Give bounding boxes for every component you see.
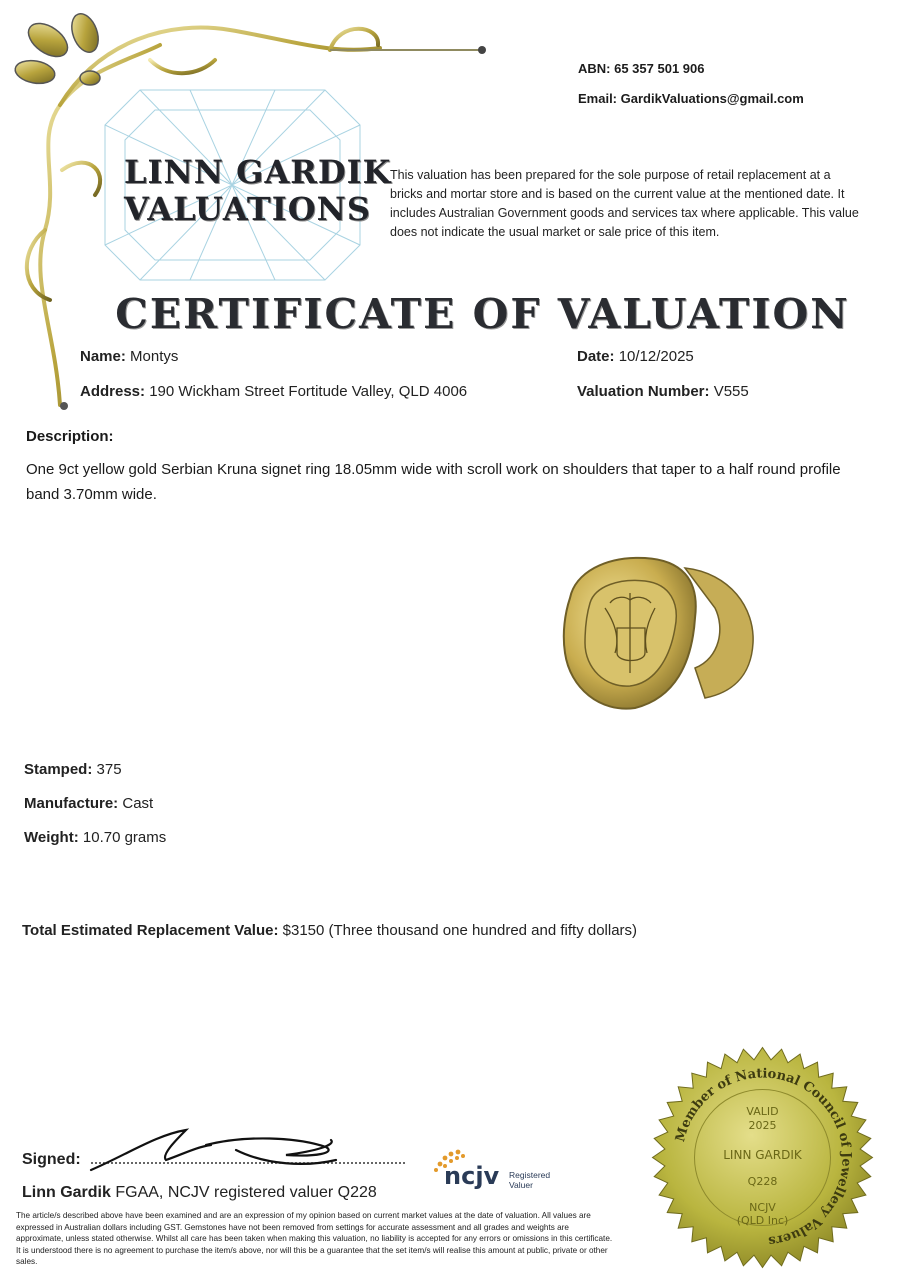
gem-leaf [13, 58, 56, 87]
gem-leaf [67, 10, 103, 56]
address-value: 190 Wickham Street Fortitude Valley, QLD 4006 [149, 383, 468, 400]
total-value-amount: $3150 (Three thousand one hundred and fifty dollars) [282, 922, 638, 939]
manufacture-field [24, 795, 153, 812]
gem-leaf [80, 71, 100, 85]
signed-label: Signed: [22, 1151, 81, 1168]
date-field [577, 348, 694, 365]
valuation-number-field [577, 383, 749, 400]
seal-line-5: NCJV [749, 1201, 776, 1214]
seal-line-1: VALID [746, 1105, 779, 1118]
signet-ring-photo [555, 548, 760, 718]
total-value-field [22, 922, 637, 939]
logo-line-1: LINN GARDIK [124, 153, 392, 191]
weight-value: 10.70 grams [82, 829, 167, 846]
seal-line-2: 2025 [748, 1119, 777, 1132]
signed-field [22, 1151, 81, 1169]
name-label: Name: [80, 348, 126, 365]
description-text: One 9ct yellow gold Serbian Kruna signet ring 18.05mm wide with scroll work on shoulders that taper to a half round profile band 3.70mm wide. [26, 461, 841, 503]
description-label: Description: [26, 428, 114, 445]
name-value: Montys [130, 348, 179, 365]
weight-field [24, 829, 166, 846]
valuation-number-label: Valuation Number: [577, 383, 710, 400]
fine-print: The article/s described above have been examined and are an expression of my opinion based on current market values at the date of valuation. All values are expressed in Australian dollars including GST. Gemstones have not been removed from settings for accurate assessment and all grades and weights are approximate, unless stated otherwise. Whilst all care has been taken when making this valuation, no liability is accepted for any errors or omissions in this certificate. It is understood there is no agreement to purchase the item/s above, nor will this be a guarantee that the set item/s will realise this amount at public, private or other sales. [16, 1211, 613, 1266]
gem-leaf [23, 17, 74, 64]
stamped-value: 375 [96, 761, 122, 778]
client-name-field [80, 348, 178, 365]
ncjv-wordmark: ncjv [444, 1162, 500, 1190]
seal-line-6: (QLD Inc) [736, 1214, 789, 1227]
seal-line-4: Q228 [747, 1175, 778, 1188]
valuer-credentials: FGAA, NCJV registered valuer Q228 [115, 1184, 377, 1201]
valuer-field [22, 1184, 377, 1202]
logo-line-2: VALUATIONS [124, 190, 371, 228]
date-label: Date: [577, 348, 615, 365]
stamped-label: Stamped: [24, 761, 93, 778]
ncjv-logo [430, 1142, 570, 1192]
certificate-title: CERTIFICATE OF VALUATION [115, 290, 850, 338]
client-address-field [80, 383, 467, 400]
manufacture-label: Manufacture: [24, 795, 119, 812]
abn-number: ABN: 65 357 501 906 [578, 61, 705, 76]
manufacture-value: Cast [122, 795, 154, 812]
contact-email: Email: GardikValuations@gmail.com [578, 91, 804, 106]
valuer-name: Linn Gardik [22, 1184, 111, 1201]
address-label: Address: [80, 383, 146, 400]
valuation-number-value: V555 [713, 383, 749, 400]
valuation-disclaimer: This valuation has been prepared for the sole purpose of retail replacement at a bricks and mortar store and is based on the current value at the mentioned date. It includes Australian Government goods and services tax where applicable. This value does not indicate the usual market or sale price of this item. [390, 168, 859, 239]
stamped-field [24, 761, 122, 778]
total-value-label: Total Estimated Replacement Value: [22, 922, 279, 939]
date-value: 10/12/2025 [618, 348, 694, 365]
handwritten-signature [86, 1125, 416, 1180]
ncjv-valuer: Valuer [509, 1180, 533, 1190]
seal-ring-text: Member of National Council of Jewellery Valuers [673, 1066, 854, 1249]
ornament-pin [60, 402, 68, 410]
ornament-pin-right [478, 46, 486, 54]
seal-line-3: LINN GARDIK [723, 1148, 802, 1162]
gold-seal [650, 1045, 875, 1270]
ncjv-registered: Registered [509, 1170, 551, 1180]
weight-label: Weight: [24, 829, 79, 846]
